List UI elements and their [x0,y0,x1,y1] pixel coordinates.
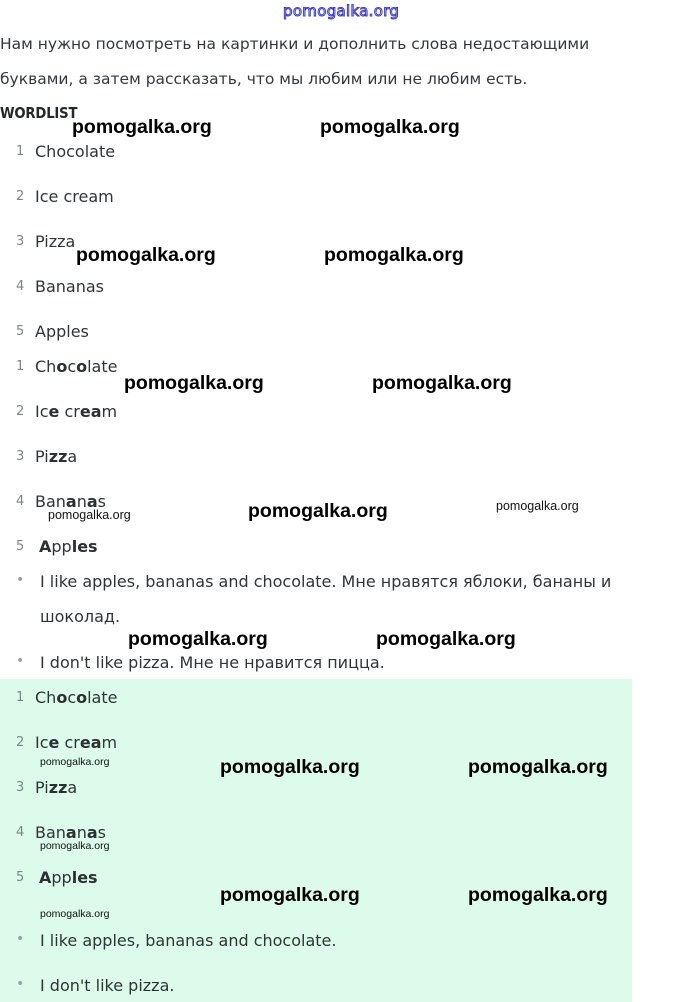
watermark: pomogalka.org [220,756,360,778]
sentence-text: I like apples, bananas and chocolate. [40,931,337,950]
item-number: 2 [16,404,25,419]
item-word: Ice cream [35,733,118,752]
item-number: 2 [16,189,25,204]
watermark: pomogalka.org [48,508,131,522]
item-word: Chocolate [35,357,118,376]
intro-line-1: Нам нужно посмотреть на картинки и дополнить слова недостающими [0,35,590,53]
intro-line-2: буквами, а затем рассказать, что мы любим или не любим есть. [0,70,528,88]
sentence-text: I don't like pizza. [40,976,175,995]
item-number: 4 [16,279,25,294]
item-word: Chocolate [35,142,116,161]
item-word: Pizza [35,447,78,466]
watermark: pomogalka.org [128,628,268,650]
wordlist-heading: WORDLIST [0,104,78,122]
sentence-text: шоколад. [40,607,121,626]
watermark: pomogalka.org [320,116,460,138]
item-word: Bananas [35,277,105,296]
item-word: Bananas [35,823,106,842]
watermark: pomogalka.org [248,500,388,522]
sentence-text: I like apples, bananas and chocolate. Мне нравятся яблоки, бананы и [40,572,612,591]
item-word: Ice cream [35,402,118,421]
bullet-icon: • [16,976,25,992]
item-number: 5 [16,324,25,339]
watermark: pomogalka.org [40,756,110,768]
watermark: pomogalka.org [376,628,516,650]
sentence-text: I don't like pizza. Мне не нравится пицца. [40,653,385,672]
watermark: pomogalka.org [372,372,512,394]
item-word: Apples [39,537,98,556]
item-word: Pizza [35,778,78,797]
item-word: Ice cream [35,187,114,206]
item-number: 1 [16,144,25,159]
item-word: Apples [35,322,89,341]
item-number: 3 [16,234,25,249]
item-number: 1 [16,690,25,705]
watermark: pomogalka.org [324,244,464,266]
item-word: Pizza [35,232,76,251]
item-word: Chocolate [35,688,118,707]
watermark: pomogalka.org [124,372,264,394]
item-number: 5 [16,870,25,885]
item-number: 3 [16,449,25,464]
bullet-icon: • [16,931,25,947]
watermark: pomogalka.org [496,499,579,513]
item-word: Bananas [35,492,106,511]
watermark: pomogalka.org [76,244,216,266]
watermark: pomogalka.org [468,756,608,778]
item-number: 4 [16,494,25,509]
watermark: pomogalka.org [72,116,212,138]
item-number: 4 [16,825,25,840]
watermark: pomogalka.org [468,884,608,906]
item-number: 2 [16,735,25,750]
watermark: pomogalka.org [40,840,110,852]
item-number: 5 [16,539,25,554]
item-word: Apples [39,868,98,887]
watermark: pomogalka.org [220,884,360,906]
bullet-icon: • [16,572,25,588]
site-watermark: pomogalka.org [283,2,400,20]
item-number: 1 [16,359,25,374]
watermark: pomogalka.org [40,908,110,920]
bullet-icon: • [16,653,25,669]
item-number: 3 [16,780,25,795]
